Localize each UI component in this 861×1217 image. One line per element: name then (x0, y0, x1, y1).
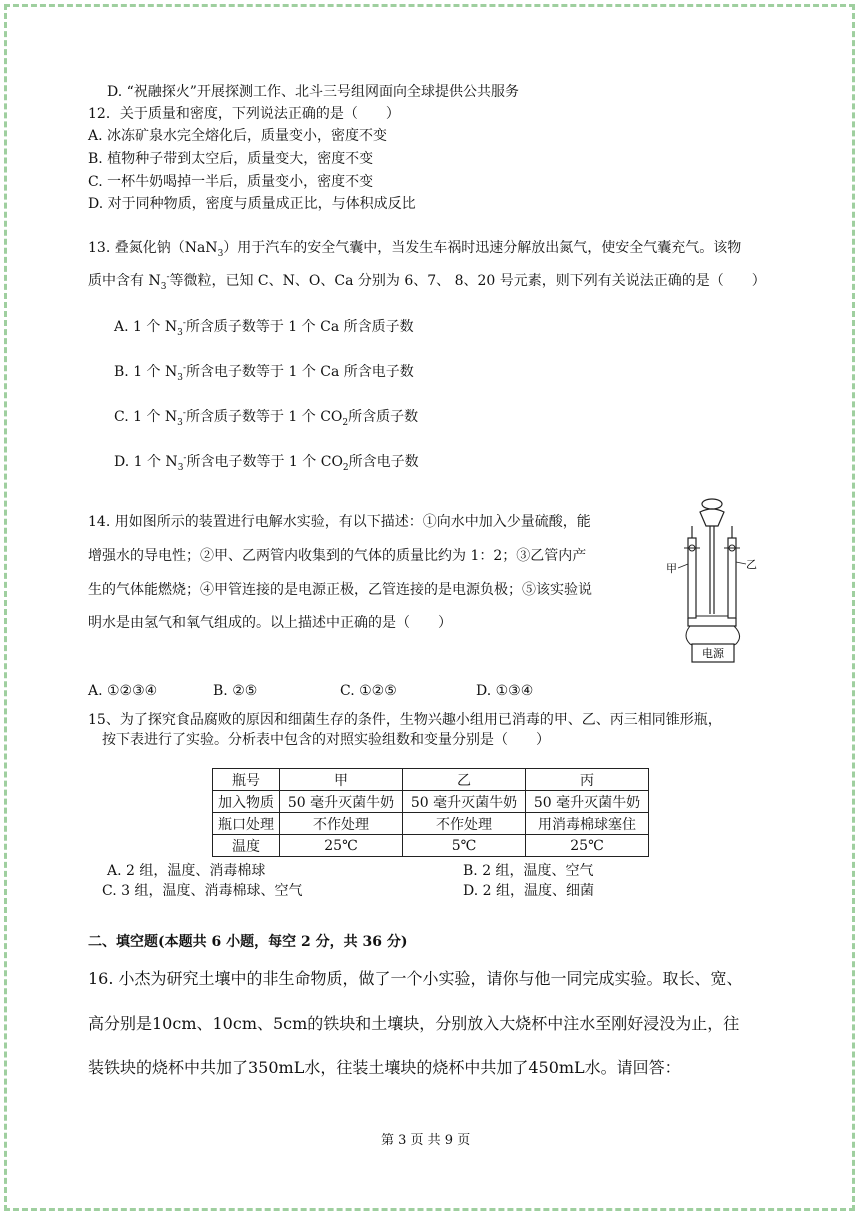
q12-option-c: C. 一杯牛奶喝掉一半后，质量变小，密度不变 (88, 174, 374, 190)
q15-stem-line2: 按下表进行了实验。分析表中包含的对照实验组数和变量分别是（ ） (102, 732, 550, 748)
q14-stem-line3: 生的气体能燃烧；④甲管连接的是电源正极，乙管连接的是电源负极；⑤该实验说 (88, 582, 592, 598)
table-cell: 5℃ (403, 835, 526, 857)
q14-option-b: B. ②⑤ (213, 683, 258, 699)
electrolysis-apparatus-figure (660, 496, 770, 666)
q15-option-a: A. 2 组，温度、消毒棉球 (107, 863, 266, 879)
table-cell: 不作处理 (403, 813, 526, 835)
table-cell: 丙 (526, 769, 649, 791)
table-cell: 不作处理 (280, 813, 403, 835)
table-cell: 加入物质 (213, 791, 280, 813)
table-row (213, 813, 649, 835)
experiment-table (212, 768, 649, 857)
q16-line1: 16. 小杰为研究土壤中的非生命物质，做了一个小实验，请你与他一同完成实验。取长、宽、 (88, 969, 743, 988)
q13-option-b: B. 1 个 $N_3^-$所含电子数等于 1 个 Ca 所含电子数 (114, 363, 414, 383)
q13-option-c: C. 1 个 $N_3^-$所含质子数等于 1 个 $CO_2$所含质子数 (114, 408, 419, 428)
table-row (213, 791, 649, 813)
table-row (213, 769, 649, 791)
section-title-fill-in: 二、填空题(本题共 6 小题，每空 2 分，共 36 分) (88, 934, 408, 950)
q16-line3: 装铁块的烧杯中共加了350mL水，往装土壤块的烧杯中共加了450mL水。请回答： (88, 1058, 681, 1077)
q15-option-d: D. 2 组，温度、细菌 (463, 883, 594, 899)
tube-label-yi: 乙 (746, 558, 757, 571)
q14-option-c: C. ①②⑤ (340, 683, 397, 699)
table-cell: 甲 (280, 769, 403, 791)
q14-option-d: D. ①③④ (476, 683, 534, 699)
table-cell: 温度 (213, 835, 280, 857)
q15-option-b: B. 2 组，温度、空气 (463, 863, 594, 879)
q15-stem-line1: 15、为了探究食品腐败的原因和细菌生存的条件，生物兴趣小组用已消毒的甲、乙、丙三相同锥形瓶， (88, 712, 722, 728)
table-cell: 瓶口处理 (213, 813, 280, 835)
table-cell: 50 毫升灭菌牛奶 (403, 791, 526, 813)
q14-stem-line2: 增强水的导电性；②甲、乙两管内收集到的气体的质量比约为 1：2；③乙管内产 (88, 548, 587, 564)
table-cell: 乙 (403, 769, 526, 791)
table-cell: 瓶号 (213, 769, 280, 791)
table-cell: 50 毫升灭菌牛奶 (280, 791, 403, 813)
q11-option-d: D. “祝融探火”开展探测工作、北斗三号组网面向全球提供公共服务 (107, 84, 519, 100)
q13-option-d: D. 1 个 $N_3^-$所含电子数等于 1 个 $CO_2$所含电子数 (114, 453, 419, 473)
q16-line2: 高分别是10cm、10cm、5cm的铁块和土壤块，分别放入大烧杯中注水至刚好浸没为止，往 (88, 1014, 740, 1033)
table-cell: 25℃ (280, 835, 403, 857)
q14-stem-line1: 14. 用如图所示的装置进行电解水实验，有以下描述：①向水中加入少量硫酸，能 (88, 514, 591, 530)
table-row (213, 835, 649, 857)
q13-option-a: A. 1 个 $N_3^-$所含质子数等于 1 个 Ca 所含质子数 (114, 318, 414, 338)
q12-option-d: D. 对于同种物质，密度与质量成正比，与体积成反比 (88, 196, 416, 212)
q12-stem: 12．关于质量和密度，下列说法正确的是（ ） (88, 106, 400, 122)
table-cell: 25℃ (526, 835, 649, 857)
tube-label-jia: 甲 (666, 562, 677, 575)
page-number-footer: 第 3 页 共 9 页 (381, 1133, 471, 1148)
q12-option-b: B. 植物种子带到太空后，质量变大，密度不变 (88, 151, 374, 167)
q15-option-c: C. 3 组，温度、消毒棉球、空气 (102, 883, 303, 899)
q14-option-a: A. ①②③④ (88, 683, 158, 699)
q13-stem-line2: 质中含有 $N_3^-$等微粒，已知 C、N、O、Ca 分别为 6、7、 8、20 号元素，则下列有关说法正确的是（ ） (88, 272, 766, 292)
q14-stem-line4: 明水是由氢气和氧气组成的。以上描述中正确的是（ ） (88, 615, 452, 631)
q12-option-a: A. 冰冻矿泉水完全熔化后，质量变小，密度不变 (88, 128, 388, 144)
table-cell: 50 毫升灭菌牛奶 (526, 791, 649, 813)
q13-stem-line1: 13. 叠氮化钠（NaN$_3$）用于汽车的安全气囊中，当发生车祸时迅速分解放出氮气，使安全气囊充气。该物 (88, 240, 742, 259)
power-source-label: 电源 (702, 647, 724, 660)
table-cell: 用消毒棉球塞住 (526, 813, 649, 835)
